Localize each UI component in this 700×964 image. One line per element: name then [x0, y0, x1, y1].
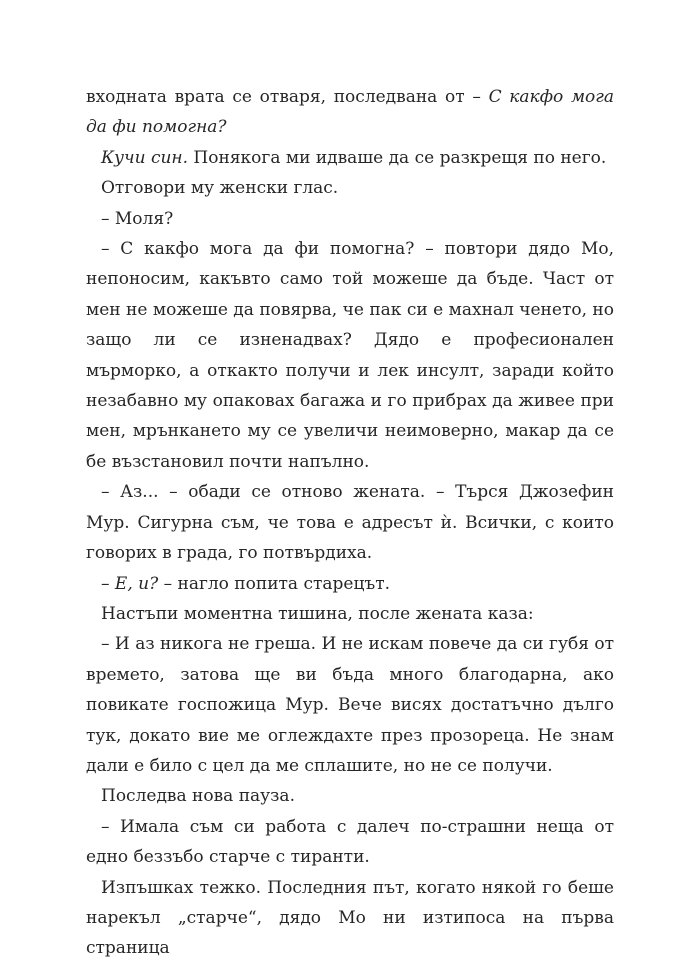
paragraph-9-text: – И аз никога не греша. И не искам повече да си губя от времето, затова ще ви бъда много благодарна, ако повикате госпожица Мур. Вече висях достатъчно дълго тук, докато вие ме оглеждахте през прозореца. Не знам дали е било с цел да ме сплашите, но не се получи.: [86, 634, 614, 776]
paragraph-4-text: – Моля?: [101, 208, 174, 229]
paragraph-4: [86, 204, 614, 234]
paragraph-2-italic: Кучи син.: [101, 147, 189, 168]
page-text: [86, 82, 614, 964]
paragraph-7-italic: – Е, и?: [101, 573, 159, 594]
paragraph-12: [86, 873, 614, 964]
paragraph-8: [86, 599, 614, 629]
paragraph-6: [86, 477, 614, 568]
paragraph-7-text: – нагло попита старецът.: [158, 573, 391, 594]
paragraph-1-italic: С какфо мога да фи помогна?: [86, 87, 615, 138]
paragraph-11-text: – Имала съм си работа с далеч по-страшни неща от едно беззъбо старче с тиранти.: [86, 816, 614, 868]
paragraph-1: [86, 82, 614, 143]
paragraph-5-text: – С какфо мога да фи помогна? – повтори дядо Мо, непоносим, какъвто само той можеше да бъде. Част от мен не можеше да повярва, че пак си е махнал ченето, но защо ли се изненадвах? Дядо е професионален мърморко, а откакто получи и лек инсулт, заради който незабавно му опаковах багажа и го прибрах да живее при мен, мрънкането му се увеличи неимоверно, макар да се бе възстановил почти напълно.: [86, 239, 614, 472]
paragraph-7: [86, 569, 614, 599]
paragraph-2-text: Понякога ми идваше да се разкрещя по него.: [188, 147, 607, 168]
paragraph-11: [86, 812, 614, 873]
paragraph-1-text: входната врата се отваря, последвана от –: [86, 87, 489, 107]
paragraph-6-text: – Аз... – обади се отново жената. – Търся Джозефин Мур. Сигурна съм, че това е адресът ѝ. Всички, с които говорих в града, го потвърдиха.: [86, 482, 614, 564]
paragraph-8-text: Настъпи моментна тишина, после жената каза:: [101, 603, 534, 624]
paragraph-5: [86, 234, 614, 477]
paragraph-10-text: Последва нова пауза.: [101, 786, 295, 807]
paragraph-3: [86, 173, 614, 203]
paragraph-10: [86, 781, 614, 811]
paragraph-2: [86, 143, 614, 173]
paragraph-9: [86, 629, 614, 781]
paragraph-3-text: Отговори му женски глас.: [101, 178, 339, 199]
paragraph-12-text: Изпъшках тежко. Последния път, когато някой го беше нарекъл „старче“, дядо Мо ни изтипоса на първа страница: [86, 877, 614, 959]
